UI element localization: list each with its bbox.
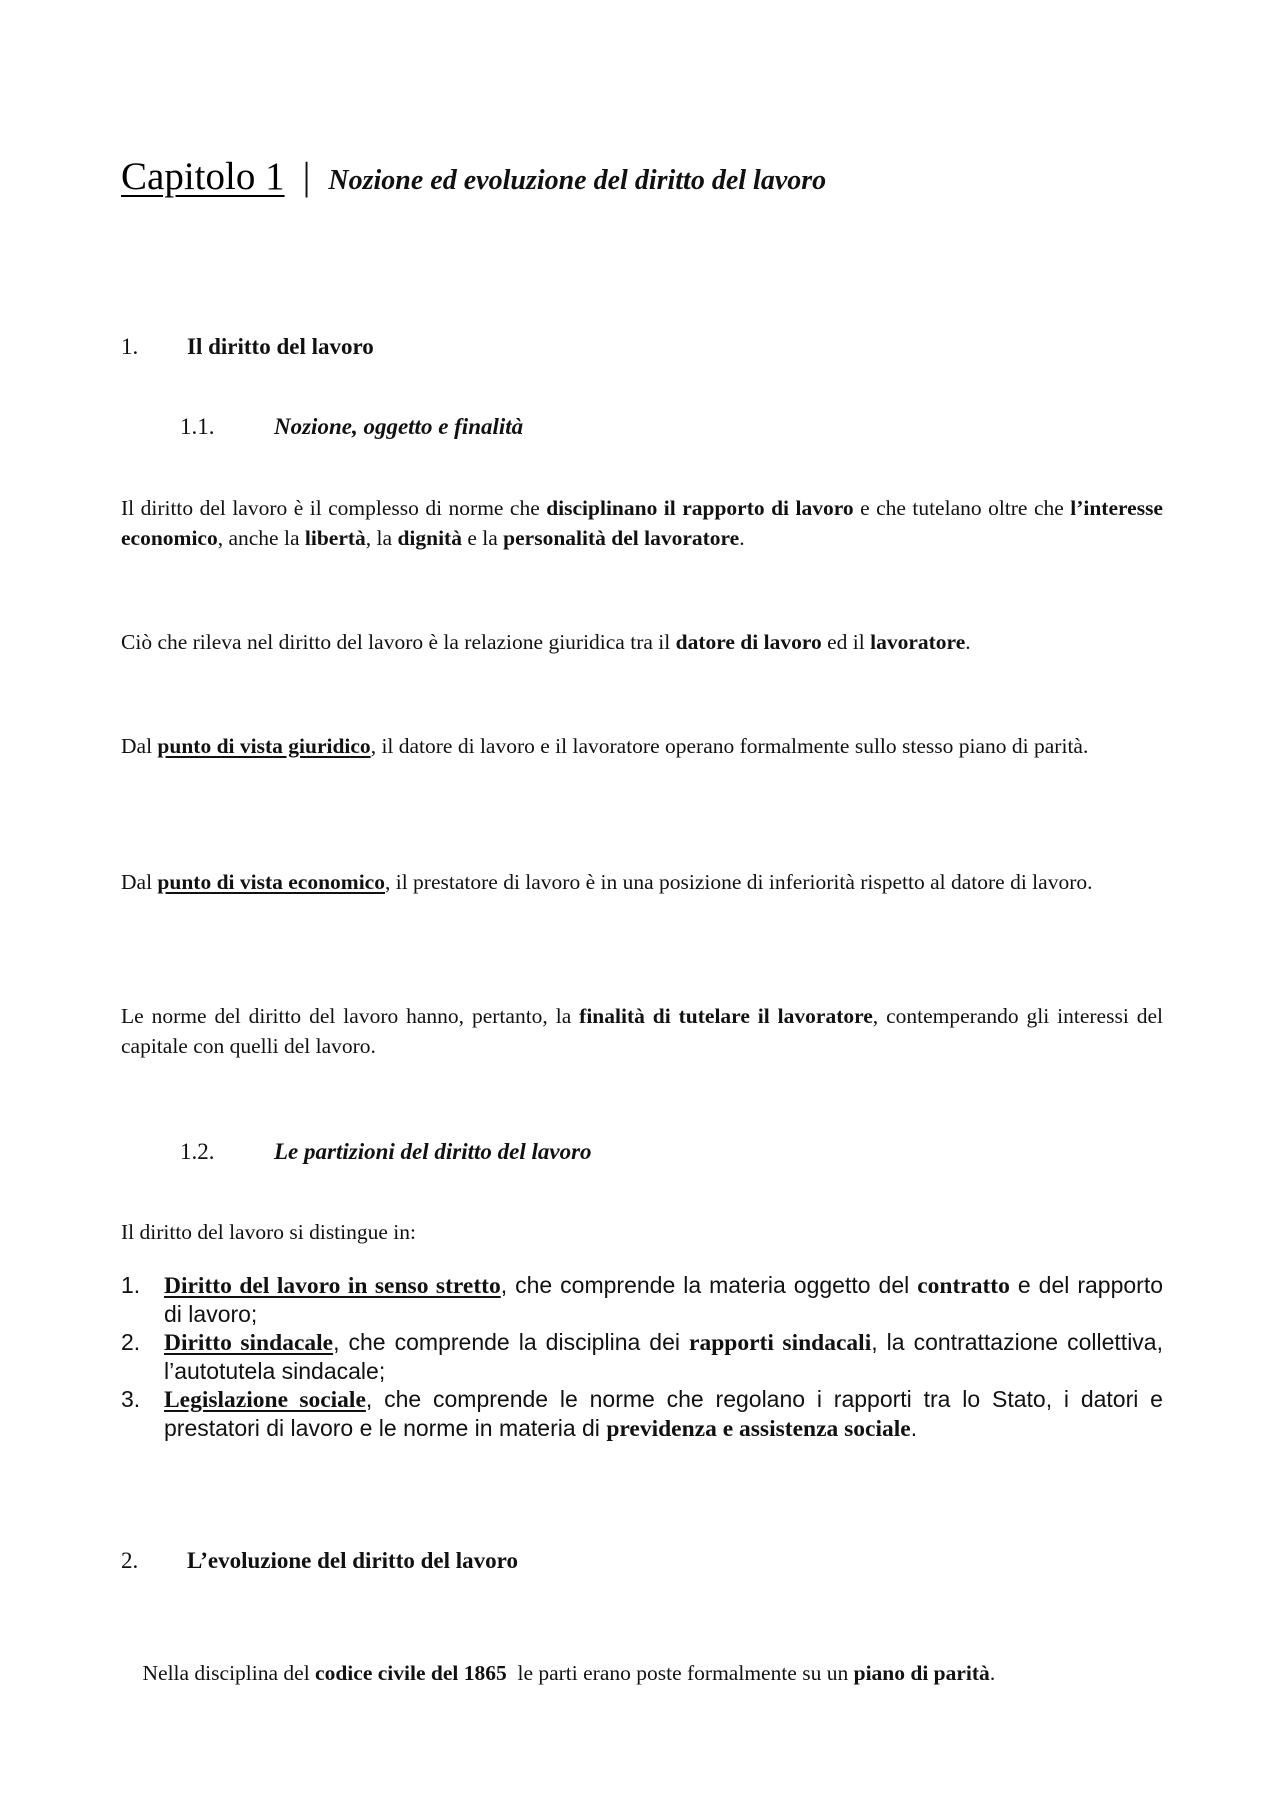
paragraph-partitions-intro bbox=[121, 1217, 1163, 1247]
underlined-bold-text: punto di vista giuridico bbox=[157, 734, 371, 758]
text: . bbox=[965, 630, 971, 654]
bold-text: l’interesse economico bbox=[121, 496, 1163, 550]
partitions-list bbox=[121, 1272, 1163, 1444]
paragraph-civil-code bbox=[121, 1628, 1163, 1718]
underlined-bold-text: Legislazione sociale bbox=[164, 1387, 366, 1413]
bold-text: previdenza e assistenza sociale bbox=[606, 1415, 911, 1442]
underlined-bold-text: Diritto del lavoro in senso stretto bbox=[164, 1273, 501, 1299]
text: . bbox=[989, 1661, 996, 1685]
bold-text: personalità del lavoratore bbox=[503, 526, 740, 550]
text: , che comprende la materia oggetto del bbox=[500, 1272, 918, 1298]
text: , il prestatore di lavoro è in una posizione di inferiorità rispetto al datore di lavoro. bbox=[384, 870, 1093, 894]
section-heading-1 bbox=[121, 334, 374, 360]
bold-text: libertà bbox=[304, 526, 366, 550]
text: Il diritto del lavoro è il complesso di norme che bbox=[121, 496, 547, 520]
paragraph-relation bbox=[121, 627, 1163, 657]
bold-text: dignità bbox=[397, 526, 462, 550]
list-item bbox=[121, 1386, 1163, 1443]
text: Dal bbox=[121, 734, 158, 758]
paragraph-definition bbox=[121, 493, 1163, 553]
section-title: L’evoluzione del diritto del lavoro bbox=[187, 1548, 518, 1573]
section-title: Il diritto del lavoro bbox=[187, 334, 374, 359]
subsection-heading-1-1 bbox=[180, 414, 523, 440]
text: Le norme del diritto del lavoro hanno, pertanto, la bbox=[121, 1004, 580, 1028]
text: , la contrattazione collettiva, l’autotutela sindacale; bbox=[164, 1329, 1163, 1384]
chapter-subtitle: Nozione ed evoluzione del diritto del lavoro bbox=[328, 165, 827, 196]
bold-text: disciplinano il rapporto di lavoro bbox=[546, 496, 854, 520]
chapter-separator: | bbox=[302, 155, 311, 198]
text: , il datore di lavoro e il lavoratore operano formalmente sullo stesso piano di parità. bbox=[370, 734, 1089, 758]
bold-text: datore di lavoro bbox=[675, 630, 822, 654]
bold-text: finalità di tutelare il lavoratore bbox=[579, 1004, 873, 1028]
paragraph-economic-view bbox=[121, 867, 1163, 897]
bold-text: contratto bbox=[917, 1273, 1010, 1299]
subsection-title: Nozione, oggetto e finalità bbox=[274, 414, 524, 439]
text: , contemperando gli interessi del capitale con quelli del lavoro. bbox=[121, 1004, 1163, 1058]
section-heading-2 bbox=[121, 1548, 518, 1574]
text: Dal bbox=[121, 870, 158, 894]
text: ed il bbox=[821, 630, 871, 654]
text: le parti erano poste formalmente su un bbox=[506, 1661, 854, 1685]
bold-text: piano di parità bbox=[853, 1661, 990, 1685]
list-number: 1. bbox=[121, 1272, 141, 1298]
text: , che comprende le norme che regolano i rapporti tra lo Stato, i datori e prestatori di lavoro e le norme in materia di bbox=[164, 1386, 1163, 1441]
subsection-title: Le partizioni del diritto del lavoro bbox=[274, 1139, 592, 1164]
bold-text: lavoratore bbox=[870, 630, 966, 654]
list-item bbox=[121, 1272, 1163, 1328]
list-item bbox=[121, 1329, 1163, 1385]
paragraph-purpose bbox=[121, 1001, 1163, 1061]
underlined-bold-text: punto di vista economico bbox=[157, 870, 385, 894]
text: e del rapporto di lavoro; bbox=[164, 1272, 1164, 1327]
list-number: 2. bbox=[121, 1329, 141, 1355]
text: Ciò che rileva nel diritto del lavoro è la relazione giuridica tra il bbox=[121, 630, 676, 654]
section-number: 1. bbox=[121, 334, 139, 359]
subsection-heading-1-2 bbox=[180, 1139, 592, 1165]
chapter-label: Capitolo 1 bbox=[121, 155, 285, 198]
underlined-bold-text: Diritto sindacale bbox=[164, 1330, 334, 1356]
text: . bbox=[910, 1414, 918, 1441]
paragraph-legal-view bbox=[121, 731, 1163, 761]
subsection-number: 1.2. bbox=[180, 1139, 215, 1164]
chapter-heading bbox=[121, 154, 826, 199]
subsection-number: 1.1. bbox=[180, 414, 215, 439]
bold-text: codice civile del 1865 bbox=[315, 1661, 507, 1685]
text: , la bbox=[365, 526, 398, 550]
section-number: 2. bbox=[121, 1548, 139, 1573]
text: Il diritto del lavoro si distingue in: bbox=[121, 1220, 416, 1244]
text: , anche la bbox=[217, 526, 305, 550]
text: , che comprende la disciplina dei bbox=[333, 1329, 690, 1355]
text: Nella disciplina del bbox=[142, 1661, 316, 1685]
text: e la bbox=[461, 526, 504, 550]
text: e che tutelano oltre che bbox=[853, 496, 1071, 520]
list-number: 3. bbox=[121, 1386, 141, 1412]
bold-text: rapporti sindacali bbox=[689, 1330, 872, 1356]
text: . bbox=[739, 526, 745, 550]
